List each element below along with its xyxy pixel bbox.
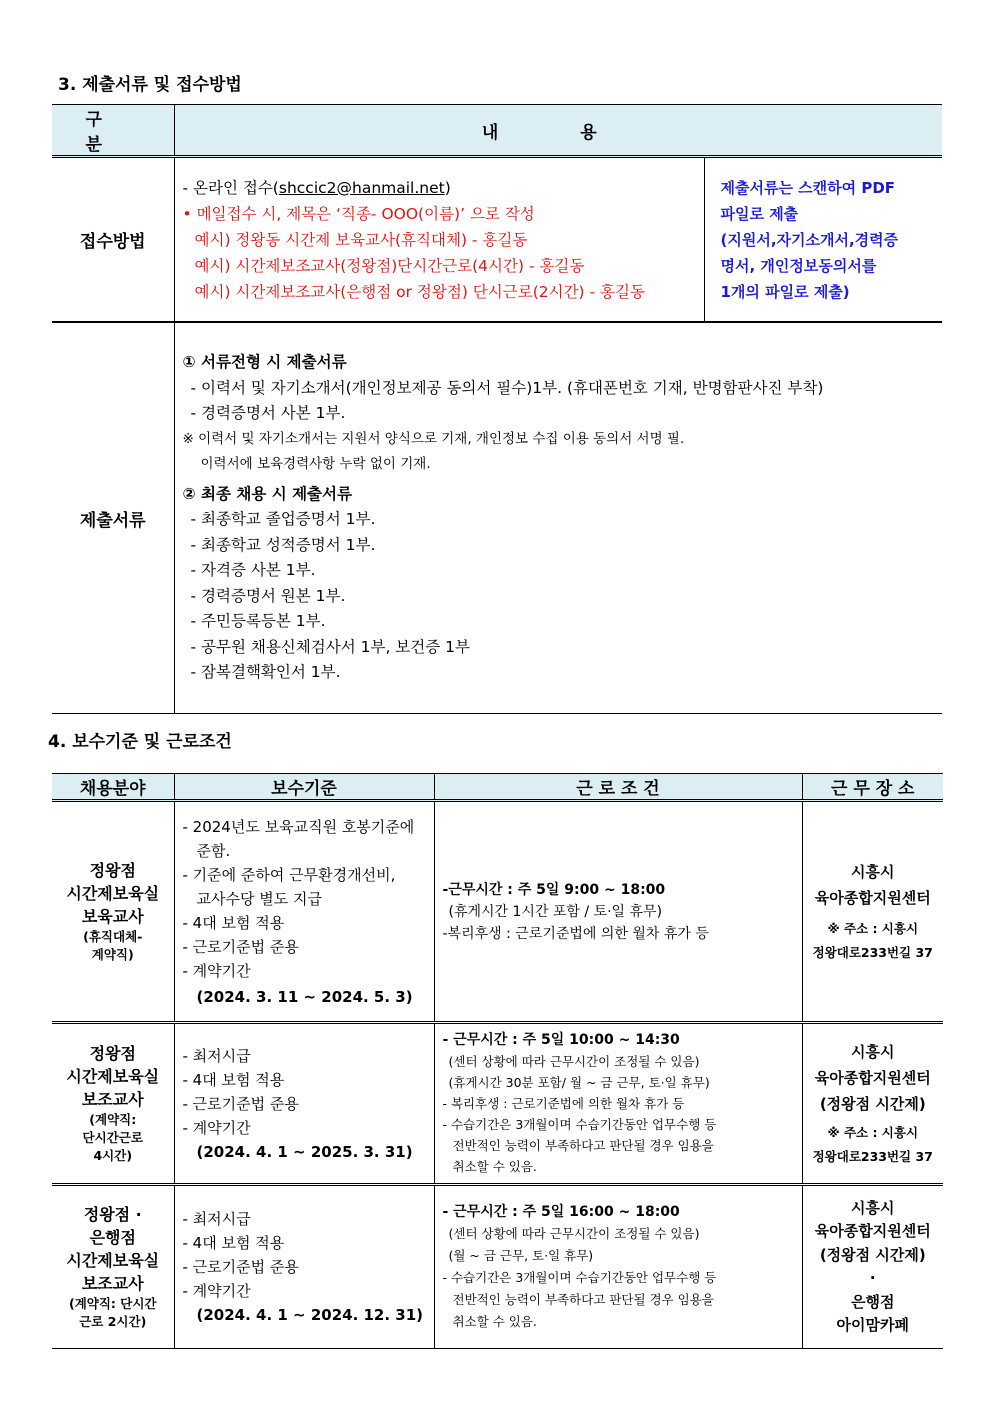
example-2: 예시) 시간제보조교사(정왕점)단시간근로(4시간) - 홍길동 <box>194 256 585 275</box>
email-link[interactable]: shccic2@hanmail.net <box>278 178 445 197</box>
stage2-item: - 자격증 사본 1부. <box>190 561 316 580</box>
stage1-title: ① 서류전형 시 제출서류 <box>182 353 347 372</box>
method-label: 접수방법 <box>52 157 174 323</box>
method-content <box>174 157 704 323</box>
conditions-cell: - 근무시간 : 주 5일 16:00 ~ 18:00 (센터 상황에 따라 근무시간이 조정될 수 있음) (월 ~ 금 근무, 토·일 휴무) - 수습기간은 3개월이며 수습기간동안 업무수행 등 전반적인 능력이 부족하다고 판단될 경우 임용을 취소할 수 있음. <box>434 1185 802 1349</box>
section4-title: 4. 보수기준 및 근로조건 <box>48 732 232 752</box>
section3-title: 3. 제출서류 및 접수방법 <box>58 75 242 95</box>
condition-row <box>52 1023 943 1185</box>
example-3: 예시) 시간제보조교사(은행점 or 정왕점) 단시근로(2시간) - 홍길동 <box>194 282 645 301</box>
header-place: 근 무 장 소 <box>802 774 943 801</box>
mail-rule: • 메일접수 시, 제목은 ‘직종- OOO(이름)’ 으로 작성 <box>182 204 535 223</box>
header-content: 내 용 <box>174 105 942 157</box>
pdf-note: 제출서류는 스캔하여 PDF 파일로 제출 (지원서,자기소개서,경력증 명서, 개인정보동의서를 1개의 파일로 제출) <box>704 157 942 323</box>
conditions-cell: -근무시간 : 주 5일 9:00 ~ 18:00 (휴게시간 1시간 포함 / 토·일 휴무) -복리후생 : 근로기준법에 의한 월차 휴가 등 <box>434 801 802 1023</box>
place-cell: 시흥시 육아종합지원센터 (정왕점 시간제) · 은행점 아이맘카페 <box>802 1185 943 1349</box>
notice-2: 이력서에 보육경력사항 누락 없이 기재. <box>200 456 431 473</box>
condition-row <box>52 801 943 1023</box>
header-conditions: 근 로 조 건 <box>434 774 802 801</box>
stage1-item: - 이력서 및 자기소개서(개인정보제공 동의서 필수)1부. (휴대폰번호 기재, 반명함판사진 부착) <box>190 378 824 397</box>
stage2-item: - 공무원 채용신체검사서 1부, 보건증 1부 <box>190 637 470 656</box>
stage2-title: ② 최종 채용 시 제출서류 <box>182 484 352 503</box>
header-pay: 보수기준 <box>174 774 434 801</box>
stage2-item: - 주민등록등본 1부. <box>190 612 326 631</box>
online-line: - 온라인 접수(shccic2@hanmail.net) <box>182 178 451 197</box>
field-cell: 정왕점 시간제보육실 보육교사 (휴직대체- 계약직) <box>52 801 174 1023</box>
stage2-item: - 잠복결핵확인서 1부. <box>190 663 341 682</box>
header-category: 구 분 <box>52 105 174 157</box>
documents-label: 제출서류 <box>52 322 174 714</box>
pay-cell: - 2024년도 보육교직원 호봉기준에 준함. - 기준에 준하여 근무환경개선비, 교사수당 별도 지급 - 4대 보험 적용 - 근로기준법 준용 - 계약기간 (2024. 3. 11 ~ 2024. 5. 3) <box>174 801 434 1023</box>
place-cell: 시흥시 육아종합지원센터 ※ 주소 : 시흥시 정왕대로233번길 37 <box>802 801 943 1023</box>
place-cell: 시흥시 육아종합지원센터 (정왕점 시간제) ※ 주소 : 시흥시 정왕대로233번길 37 <box>802 1023 943 1185</box>
notice-1: ※ 이력서 및 자기소개서는 지원서 양식으로 기재, 개인정보 수집 이용 동의서 서명 필. <box>182 430 685 447</box>
field-cell: 정왕점 · 은행점 시간제보육실 보조교사 (계약직: 단시간 근로 2시간) <box>52 1185 174 1349</box>
pay-cell: - 최저시급 - 4대 보험 적용 - 근로기준법 준용 - 계약기간 (2024. 4. 1 ~ 2024. 12. 31) <box>174 1185 434 1349</box>
stage2-item: - 최종학교 졸업증명서 1부. <box>190 510 376 529</box>
conditions-cell: - 근무시간 : 주 5일 10:00 ~ 14:30 (센터 상황에 따라 근무시간이 조정될 수 있음) (휴게시간 30분 포함/ 월 ~ 금 근무, 토·일 휴무) - 복리후생 : 근로기준법에 의한 월차 휴가 등 - 수습기간은 3개월이며 수습기간동안 업무수행 등 전반적인 능력이 부족하다고 판단될 경우 임용을 취소할 수 있음. <box>434 1023 802 1185</box>
header-field: 채용분야 <box>52 774 174 801</box>
stage1-item: - 경력증명서 사본 1부. <box>190 404 346 423</box>
field-cell: 정왕점 시간제보육실 보조교사 (계약직: 단시간근로 4시간) <box>52 1023 174 1185</box>
stage2-item: - 경력증명서 원본 1부. <box>190 586 346 605</box>
documents-content <box>174 322 942 714</box>
submission-table <box>52 104 942 714</box>
stage2-item: - 최종학교 성적증명서 1부. <box>190 535 376 554</box>
condition-row <box>52 1185 943 1349</box>
pay-cell: - 최저시급 - 4대 보험 적용 - 근로기준법 준용 - 계약기간 (2024. 4. 1 ~ 2025. 3. 31) <box>174 1023 434 1185</box>
conditions-table <box>52 773 943 1349</box>
example-1: 예시) 정왕동 시간제 보육교사(휴직대체) - 홍길동 <box>194 230 528 249</box>
